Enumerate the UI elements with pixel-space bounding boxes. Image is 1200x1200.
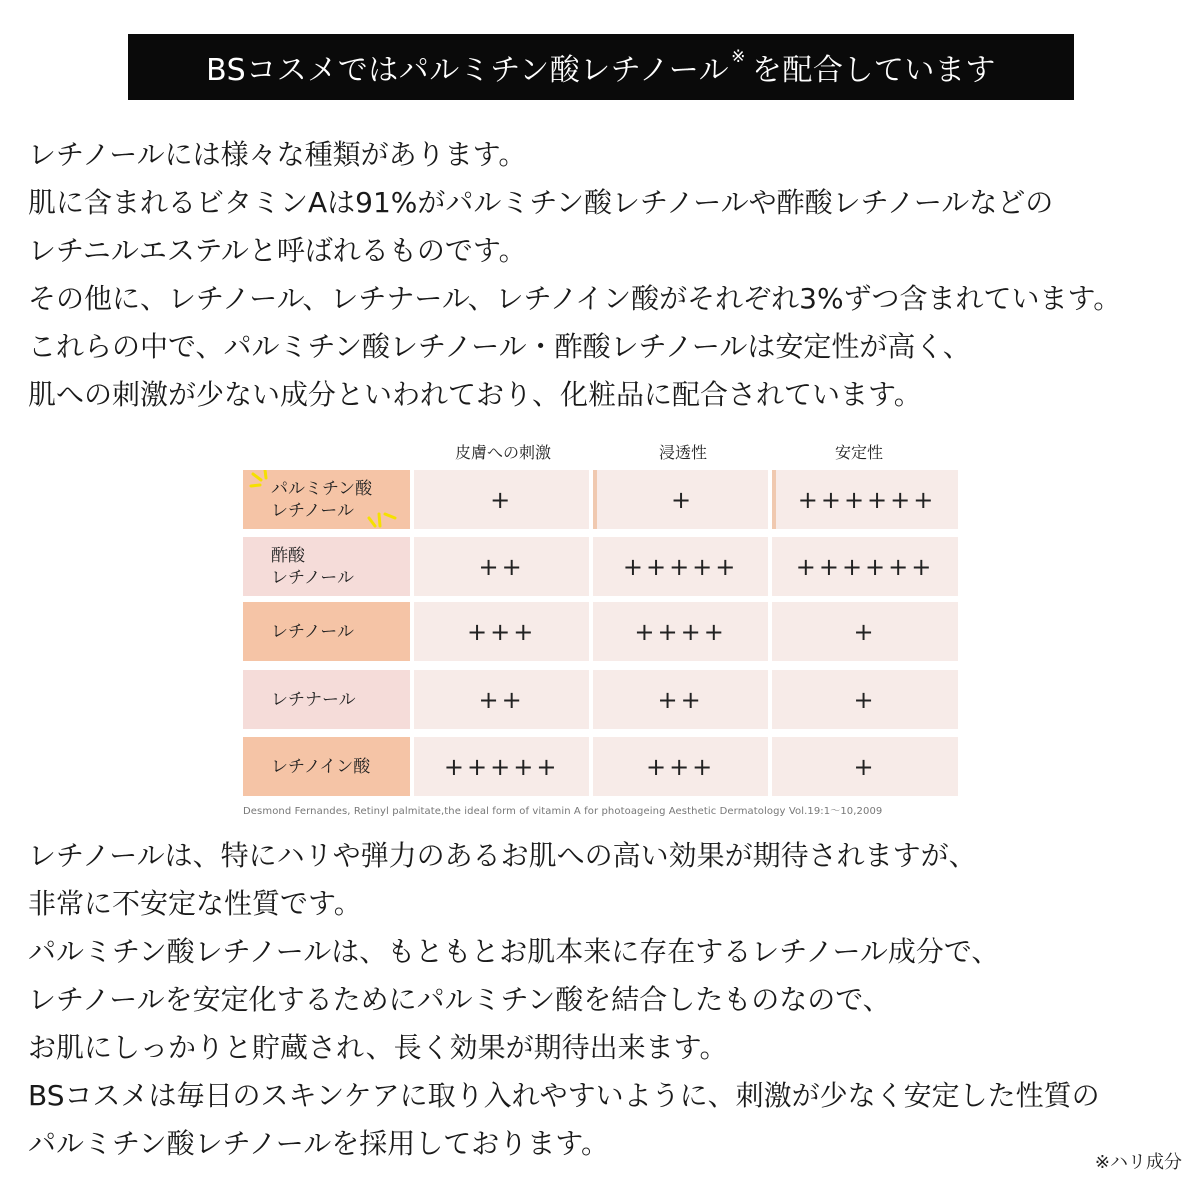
intro-line: その他に、レチノール、レチナール、レチノイン酸がそれぞれ3%ずつ含まれています。 [28,282,1122,315]
row-name [243,470,410,529]
row-name-line: 酢酸 [271,545,305,566]
cell-penetration: ++++ [593,602,768,661]
banner-title: BSコスメではパルミチン酸レチノール [206,53,730,88]
cell-stability: ++++++ [772,537,958,596]
banner-title-end: を配合しています [751,53,996,88]
cell-penetration: +++ [593,737,768,796]
cell-skin-irritation: +++++ [414,737,589,796]
row-name [243,537,410,596]
cell-skin-irritation: ++ [414,537,589,596]
table-citation: Desmond Fernandes, Retinyl palmitate,the ideal form of vitamin A for photoageing Aesthetic Dermatology Vol.19:1～10,2009 [243,806,883,817]
cell-penetration: + [593,470,768,529]
cell-skin-irritation: +++ [414,602,589,661]
intro-line: これらの中で、パルミチン酸レチノール・酢酸レチノールは安定性が高く、 [28,330,971,363]
intro-line: レチニルエステルと呼ばれるものです。 [28,234,527,267]
retinol-comparison-table [243,430,958,820]
outro-line: パルミチン酸レチノールは、もともとお肌本来に存在するレチノール成分で、 [28,935,1000,968]
cell-penetration: +++++ [593,537,768,596]
table-row-retinyl-acetate [243,537,958,596]
table-row-retinal [243,670,958,729]
sparkle-icon [365,504,399,528]
banner-asterisk-mark: ※ [731,47,746,67]
row-name-line: レチノール [271,500,354,521]
cell-stability: ++++++ [772,470,958,529]
cell-skin-irritation: ++ [414,670,589,729]
row-name-line: パルミチン酸 [271,478,373,499]
outro-line: レチノールは、特にハリや弾力のあるお肌への高い効果が期待されますが、 [28,839,977,872]
outro-paragraph [28,832,1100,1168]
column-header-stability: 安定性 [834,443,883,462]
intro-paragraph [28,131,1121,419]
column-header-skin-irritation: 皮膚への刺激 [454,443,551,462]
sparkle-icon [249,470,279,492]
cell-stability: + [772,737,958,796]
table-row-retinol [243,602,958,661]
outro-line: お肌にしっかりと貯蔵され、長く効果が期待出来ます。 [28,1031,728,1064]
intro-line: 肌に含まれるビタミンAは91%がパルミチン酸レチノールや酢酸レチノールなどの [28,186,1054,219]
outro-line: 非常に不安定な性質です。 [28,887,362,920]
cell-penetration: ++ [593,670,768,729]
row-name: レチノール [243,602,410,661]
outro-line: レチノールを安定化するためにパルミチン酸を結合したものなので、 [28,983,891,1016]
footnote: ※ハリ成分 [1094,1152,1182,1173]
cell-stability: + [772,602,958,661]
cell-skin-irritation: + [414,470,589,529]
outro-line: BSコスメは毎日のスキンケアに取り入れやすいように、刺激が少なく安定した性質の [28,1079,1100,1112]
cell-stability: + [772,670,958,729]
outro-line: パルミチン酸レチノールを採用しております。 [28,1127,610,1160]
row-name-line: レチノール [271,567,354,588]
intro-line: 肌への刺激が少ない成分といわれており、化粧品に配合されています。 [28,378,922,411]
row-name: レチナール [243,670,410,729]
title-banner [128,34,1074,100]
table-row-retinyl-palmitate [243,470,958,529]
table-row-retinoic-acid [243,737,958,796]
intro-line: レチノールには様々な種類があります。 [28,138,527,171]
column-header-penetration: 浸透性 [658,443,707,462]
row-name: レチノイン酸 [243,737,410,796]
